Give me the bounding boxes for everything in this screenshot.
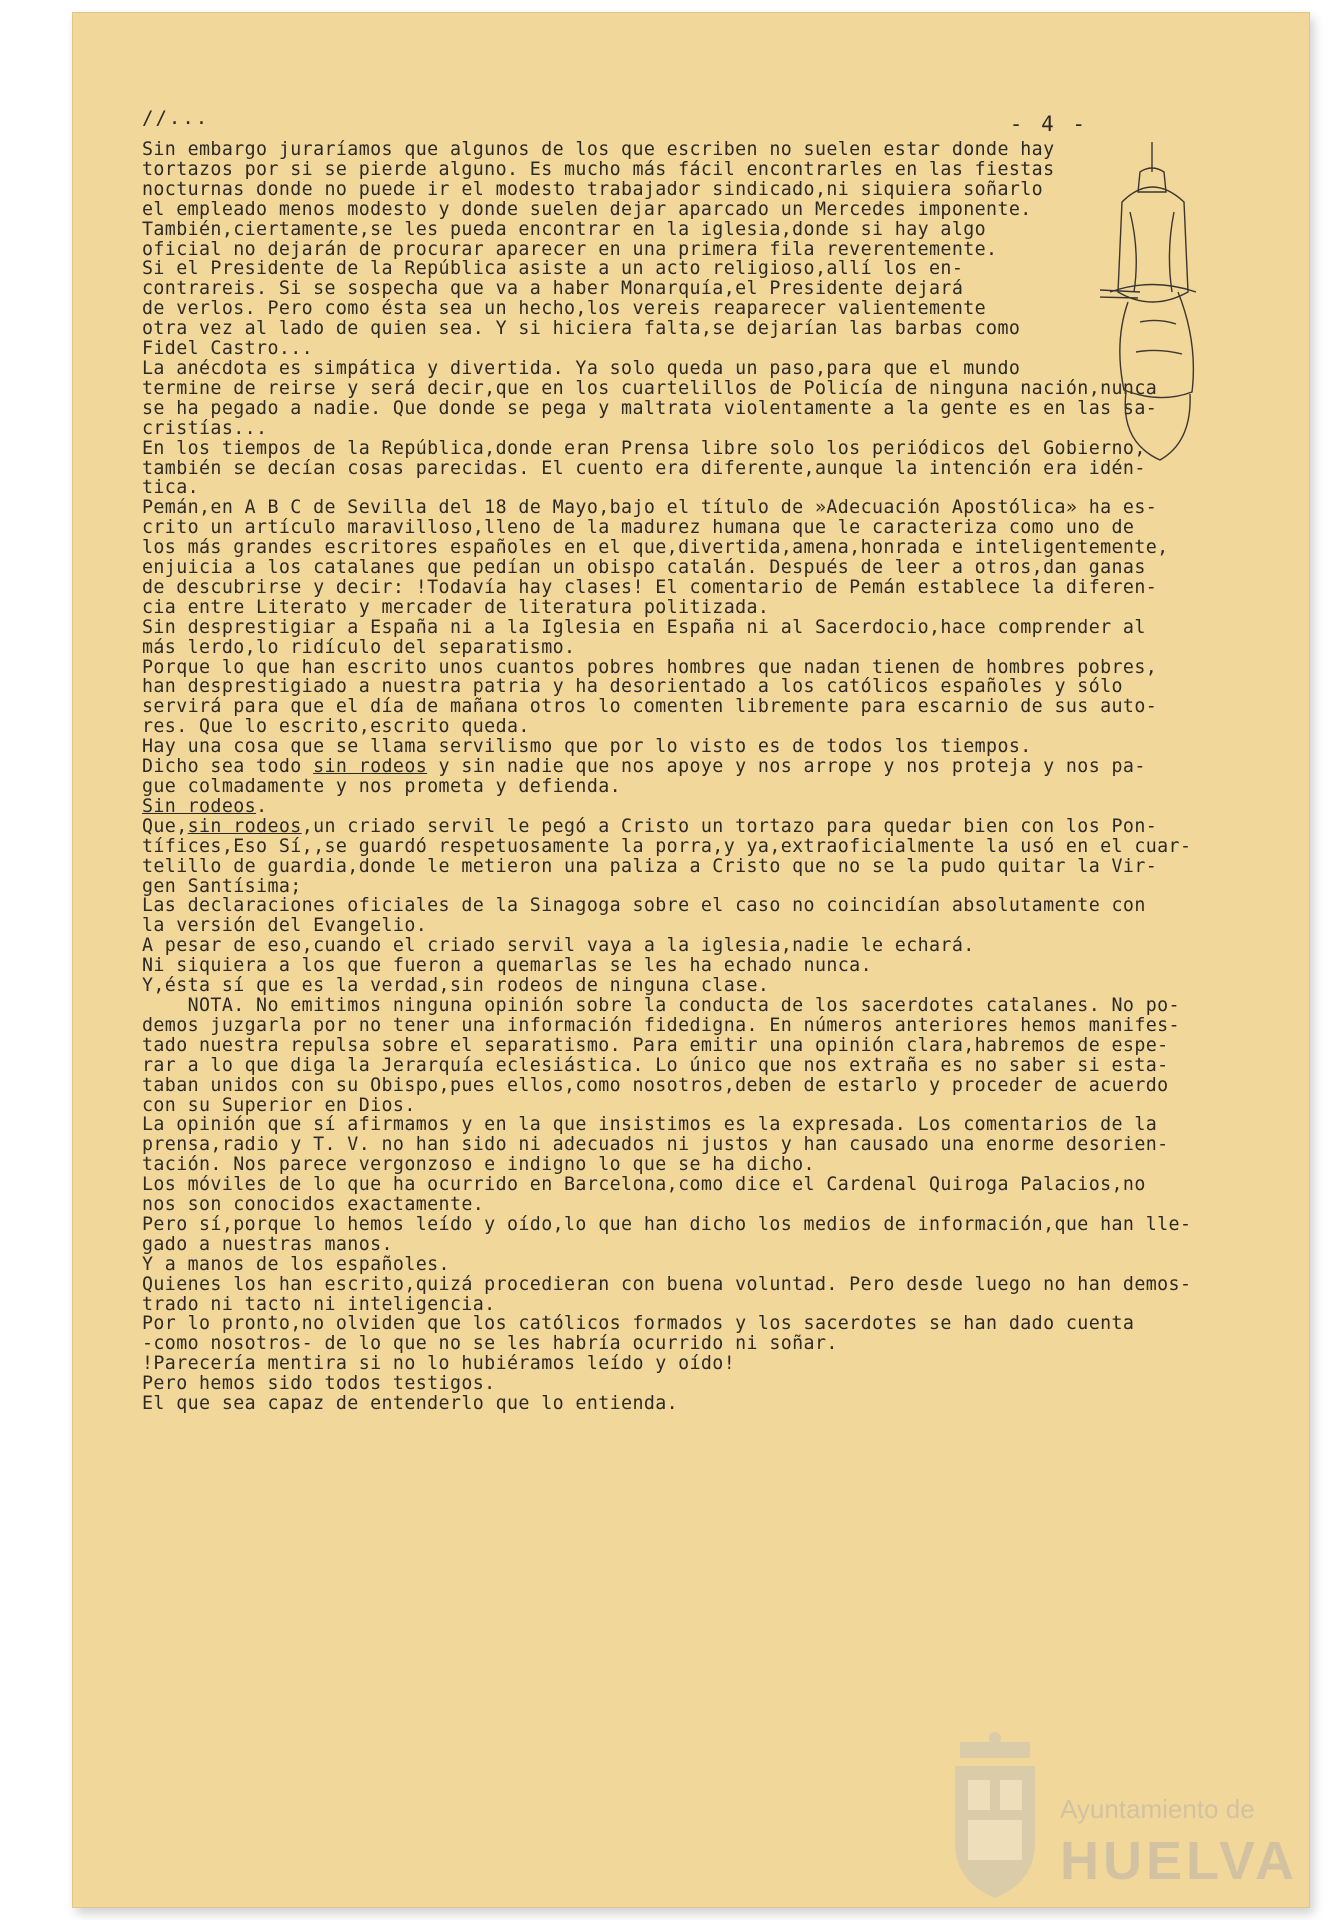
text-line: los más grandes escritores españoles en el que,divertida,amena,honrada e inteligentemente, xyxy=(142,537,1169,559)
text-line: Sin desprestigiar a España ni a la Iglesia en España ni al Sacerdocio,hace comprender al xyxy=(142,616,1146,638)
text-line: contrareis. Si se sospecha que va a haber Monarquía,el Presidente dejará xyxy=(142,278,964,300)
lamp-sketch-icon xyxy=(1100,142,1200,472)
text-line: también se decían cosas parecidas. El cuento era diferente,aunque la intención era idén- xyxy=(142,457,1146,479)
text-line: tica. xyxy=(142,477,200,499)
text-line: Los móviles de lo que ha ocurrido en Barcelona,como dice el Cardenal Quiroga Palacios,no xyxy=(142,1174,1146,1196)
text-line: la versión del Evangelio. xyxy=(142,915,428,937)
text-line: telillo de guardia,donde le metieron una paliza a Cristo que no se la pudo quitar la Vir- xyxy=(142,855,1158,877)
text-line: tado nuestra repulsa sobre el separatismo. Para emitir una opinión clara,habremos de espe- xyxy=(142,1034,1169,1056)
page-number: - 4 - xyxy=(1009,112,1088,136)
text-line: A pesar de eso,cuando el criado servil vaya a la iglesia,nadie le echará. xyxy=(142,935,975,957)
text-line: prensa,radio y T. V. no han sido ni adecuados ni justos y han causado una enorme desorien- xyxy=(142,1134,1169,1156)
article-body xyxy=(142,140,1212,1414)
watermark-line1: Ayuntamiento de xyxy=(1060,1794,1255,1824)
text-line: tífices,Eso Sí,,se guardó respetuosamente la porra,y ya,extraoficialmente la usó en el cuar- xyxy=(142,835,1192,857)
underlined-phrase: Sin rodeos xyxy=(142,795,257,817)
text-segment: y sin nadie que nos apoye y nos arrope y nos proteja y nos pa- xyxy=(427,756,1146,778)
text-line: En los tiempos de la República,donde eran Prensa libre solo los periódicos del Gobierno, xyxy=(142,437,1146,459)
continuation-mark: //... xyxy=(142,107,210,129)
text-line: NOTA. No emitimos ninguna opinión sobre la conducta de los sacerdotes catalanes. No po- xyxy=(142,994,1180,1016)
text-line: de verlos. Pero como ésta sea un hecho,los vereis reaparecer valientemente xyxy=(142,298,987,320)
text-line: nos son conocidos exactamente. xyxy=(142,1194,485,1216)
text-line: tortazos por si se pierde alguno. Es mucho más fácil encontrarles en las fiestas xyxy=(142,158,1055,180)
huelva-crest-icon xyxy=(940,1732,1050,1902)
text-line: Ni siquiera a los que fueron a quemarlas se les ha echado nunca. xyxy=(142,955,872,977)
text-line: El que sea capaz de entenderlo que lo entienda. xyxy=(142,1393,679,1415)
text-line xyxy=(142,817,1212,837)
document-page xyxy=(72,12,1310,1908)
text-line: servirá para que el día de mañana otros lo comenten libremente para escarnio de sus auto- xyxy=(142,696,1158,718)
text-line: otra vez al lado de quien sea. Y si hiciera falta,se dejarían las barbas como xyxy=(142,318,1021,340)
text-line: cia entre Literato y mercader de literatura politizada. xyxy=(142,596,770,618)
text-line: han desprestigiado a nuestra patria y ha desorientado a los católicos españoles y sólo xyxy=(142,676,1123,698)
text-line: oficial no dejarán de procurar aparecer en una primera fila reverentemente. xyxy=(142,238,998,260)
text-line: Hay una cosa que se llama servilismo que por lo visto es de todos los tiempos. xyxy=(142,736,1032,758)
text-line: Las declaraciones oficiales de la Sinagoga sobre el caso no coincidían absolutamente con xyxy=(142,895,1146,917)
text-line: taban unidos con su Obispo,pues ellos,como nosotros,deben de estarlo y proceder de acuerdo xyxy=(142,1074,1169,1096)
text-segment: . xyxy=(256,795,268,817)
text-line: se ha pegado a nadie. Que donde se pega y maltrata violentamente a la gente es en las sa- xyxy=(142,397,1158,419)
text-segment: Que, xyxy=(142,815,188,837)
text-line: -como nosotros- de lo que no se les habría ocurrido ni soñar. xyxy=(142,1333,838,1355)
text-line: termine de reirse y será decir,que en los cuartelillos de Policía de ninguna nación,nunca xyxy=(142,377,1158,399)
underlined-phrase: sin rodeos xyxy=(187,815,302,837)
text-line: Pero hemos sido todos testigos. xyxy=(142,1373,496,1395)
text-line: Fidel Castro... xyxy=(142,338,314,360)
text-line: gen Santísima; xyxy=(142,875,302,897)
text-line: Si el Presidente de la República asiste a un acto religioso,allí los en- xyxy=(142,258,964,280)
text-segment: Dicho sea todo xyxy=(142,756,314,778)
text-line: gado a nuestras manos. xyxy=(142,1233,393,1255)
text-line: con su Superior en Dios. xyxy=(142,1094,416,1116)
text-line: crito un artículo maravilloso,lleno de la madurez humana que le caracteriza como uno de xyxy=(142,517,1135,539)
text-line: el empleado menos modesto y donde suelen dejar aparcado un Mercedes imponente. xyxy=(142,198,1032,220)
text-line: rar a lo que diga la Jerarquía eclesiástica. Lo único que nos extraña es no saber si esta- xyxy=(142,1054,1169,1076)
text-line: Y,ésta sí que es la verdad,sin rodeos de ninguna clase. xyxy=(142,975,770,997)
text-line: Por lo pronto,no olviden que los católicos formados y los sacerdotes se han dado cuenta xyxy=(142,1313,1135,1335)
text-line: Quienes los han escrito,quizá procedieran con buena voluntad. Pero desde luego no han demos- xyxy=(142,1273,1192,1295)
text-line: gue colmadamente y nos prometa y defienda. xyxy=(142,776,622,797)
text-line: tación. Nos parece vergonzoso e indigno lo que se ha dicho. xyxy=(142,1154,815,1176)
underlined-phrase: sin rodeos xyxy=(313,756,428,778)
text-line: de descubrirse y decir: !Todavía hay clases! El comentario de Pemán establece la diferen- xyxy=(142,576,1158,598)
text-segment: ,un criado servil le pegó a Cristo un tortazo para quedar bien con los Pon- xyxy=(301,815,1158,837)
text-line: La opinión que sí afirmamos y en la que insistimos es la expresada. Los comentarios de la xyxy=(142,1114,1158,1136)
text-line: nocturnas donde no puede ir el modesto trabajador sindicado,ni siquiera soñarlo xyxy=(142,178,1044,200)
text-line: Pero sí,porque lo hemos leído y oído,lo que han dicho los medios de información,que han lle- xyxy=(142,1213,1192,1235)
text-line xyxy=(142,757,1212,777)
text-line: Sin embargo juraríamos que algunos de los que escriben no suelen estar donde hay xyxy=(142,139,1055,160)
text-line: cristías... xyxy=(142,417,268,439)
text-line: enjuicia a los catalanes que pedían un obispo catalán. Después de leer a otros,dan ganas xyxy=(142,557,1146,579)
text-line: trado ni tacto ni inteligencia. xyxy=(142,1293,496,1315)
text-line: res. Que lo escrito,escrito queda. xyxy=(142,716,530,738)
text-line: más lerdo,lo ridículo del separatismo. xyxy=(142,636,576,658)
watermark-line2: HUELVA xyxy=(1060,1831,1298,1891)
text-line: Porque lo que han escrito unos cuantos pobres hombres que nadan tienen de hombres pobres, xyxy=(142,656,1158,678)
text-line: La anécdota es simpática y divertida. Ya solo queda un paso,para que el mundo xyxy=(142,357,1021,379)
text-line: !Parecería mentira si no lo hubiéramos leído y oído! xyxy=(142,1353,736,1375)
text-line xyxy=(142,797,1212,817)
text-line: Pemán,en A B C de Sevilla del 18 de Mayo,bajo el título de »Adecuación Apostólica» ha es- xyxy=(142,497,1158,519)
text-line: Y a manos de los españoles. xyxy=(142,1253,450,1275)
text-line: demos juzgarla por no tener una información fidedigna. En números anteriores hemos manifes- xyxy=(142,1014,1180,1036)
text-line: También,ciertamente,se les pueda encontrar en la iglesia,donde si hay algo xyxy=(142,218,987,240)
archive-watermark xyxy=(940,1732,1340,1902)
